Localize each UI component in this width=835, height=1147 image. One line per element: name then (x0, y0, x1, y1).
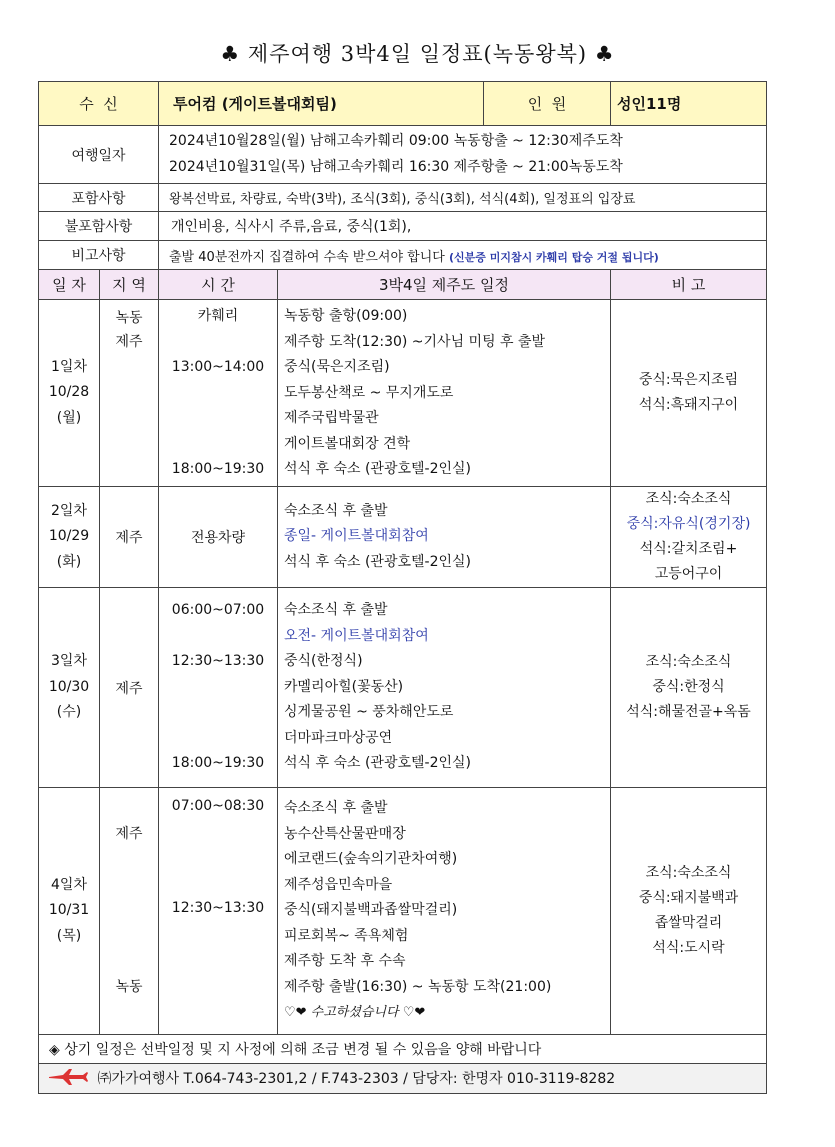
included-label: 포함사항 (39, 184, 159, 212)
schedule-item: 제주성읍민속마을 (284, 876, 393, 893)
day-row (39, 788, 767, 1035)
footer-note-row (39, 1035, 767, 1064)
note-item: 중식:돼지불백과 (638, 890, 739, 906)
schedule-item: 숙소조식 후 출발 (284, 800, 388, 817)
schedule-item: 제주항 도착(12:30) ~기사님 미팅 후 출발 (284, 333, 546, 350)
page-title: ♣ 제주여행 3박4일 일정표(녹동왕복) ♣ (220, 42, 615, 66)
schedule-item: 중식(돼지불백과좁쌀막걸리) (284, 902, 458, 919)
closing-message: ♡❤ 수고하셨습니다 ♡❤ (284, 1005, 426, 1021)
notes-cell (611, 788, 767, 1035)
day-cell (39, 788, 100, 1035)
notes-cell (611, 487, 767, 588)
included-value: 왕복선박료, 차량료, 숙박(3박), 조식(3회), 중식(3회), 석식(4회), 일정표의 입장료 (159, 184, 767, 212)
schedule-item: 석식 후 숙소 (관광호텔-2인실) (284, 553, 471, 570)
time-cell: 전용차량 (159, 487, 278, 588)
schedule-item: 더마파크마상공연 (284, 729, 393, 746)
region-cell: 제주 (100, 487, 159, 588)
travel-date-line: 2024년10월28일(월) 남해고속카훼리 09:00 녹동항출 ~ 12:30제주도착 (169, 133, 623, 149)
day-number: 1일차 (51, 358, 87, 375)
remarks-row (39, 241, 767, 270)
day-weekday: (수) (56, 704, 82, 721)
notes-cell (611, 300, 767, 487)
remarks-label: 비고사항 (39, 241, 159, 270)
region-top: 제주 (115, 825, 143, 842)
remarks-cell (159, 241, 767, 270)
note-item: 석식:도시락 (652, 940, 725, 956)
schedule-item: 도두봉산책로 ~ 무지개도로 (284, 384, 454, 401)
recipient-label: 수 신 (39, 82, 159, 126)
travel-date-row (39, 126, 767, 184)
day-row (39, 300, 767, 487)
time-entry: 12:30~13:30 (171, 900, 265, 916)
included-row (39, 184, 767, 212)
region-cell: 제주 (100, 588, 159, 788)
excluded-value: 개인비용, 식사시 주류,음료, 중식(1회), (159, 212, 767, 241)
day-weekday: (화) (56, 553, 82, 570)
schedule-item: 중식(한정식) (284, 653, 363, 670)
note-item: 중식:묵은지조림 (638, 372, 739, 388)
schedule-cell (278, 300, 611, 487)
col-day: 일 자 (39, 270, 100, 300)
time-entry: 12:30~13:30 (171, 653, 265, 670)
people-label: 인 원 (484, 82, 611, 126)
day-row (39, 487, 767, 588)
note-item: 고등어구이 (654, 566, 723, 582)
time-entry: 카훼리 (197, 308, 239, 324)
footer-note: ◈ 상기 일정은 선박일정 및 지 사정에 의해 조금 변경 될 수 있음을 양해 바랍니다 (39, 1035, 767, 1064)
day-number: 3일차 (51, 653, 87, 670)
day-date: 10/30 (48, 678, 90, 695)
remarks-note: (신분증 미지참시 카훼리 탑승 거절 됩니다) (448, 250, 659, 264)
company-info: ㈜가가여행사 T.064-743-2301,2 / F.743-2303 / 담당자: 한명자 010-3119-8282 (97, 1070, 616, 1087)
region-cell (100, 788, 159, 1035)
region-cell: 녹동 제주 (100, 300, 159, 487)
schedule-item: 에코랜드(숲속의기관차여행) (284, 851, 458, 868)
schedule-item: 석식 후 숙소 (관광호텔-2인실) (284, 461, 471, 477)
schedule-cell (278, 487, 611, 588)
day-date: 10/28 (48, 384, 90, 401)
note-item: 조식:숙소조식 (645, 654, 732, 670)
day-number: 4일차 (51, 876, 87, 893)
schedule-header-row (39, 270, 767, 300)
airplane-logo-icon (47, 1068, 89, 1090)
schedule-item: 숙소조식 후 출발 (284, 602, 388, 619)
schedule-item: 제주국립박물관 (284, 410, 379, 426)
travel-date-line: 2024년10월31일(목) 남해고속카훼리 16:30 제주항출 ~ 21:00녹동도착 (169, 158, 623, 175)
schedule-item: 오전- 게이트볼대회참여 (284, 627, 429, 644)
schedule-item: 농수산특산물판매장 (284, 825, 406, 842)
col-schedule: 3박4일 제주도 일정 (278, 270, 611, 300)
schedule-item: 게이트볼대회장 견학 (284, 435, 411, 452)
schedule-item: 녹동항 출항(09:00) (284, 308, 408, 324)
time-cell (159, 588, 278, 788)
schedule-item: 석식 후 숙소 (관광호텔-2인실) (284, 755, 471, 772)
travel-date-values (159, 126, 767, 184)
people-value: 성인11명 (611, 82, 767, 126)
note-item: 중식:한정식 (652, 679, 725, 695)
day-cell (39, 588, 100, 788)
travel-date-label: 여행일자 (39, 126, 159, 184)
time-cell (159, 300, 278, 487)
recipient-value: 투어컴 (게이트볼대회팀) (159, 82, 484, 126)
day-date: 10/31 (48, 902, 90, 919)
col-notes: 비 고 (611, 270, 767, 300)
schedule-item: 피로회복~ 족욕체험 (284, 927, 409, 944)
time-entry: 13:00~14:00 (171, 359, 265, 375)
schedule-item: 종일- 게이트볼대회참여 (284, 528, 429, 545)
note-item: 조식:숙소조식 (645, 865, 732, 881)
schedule-item: 제주항 출발(16:30) ~ 녹동항 도착(21:00) (284, 978, 552, 995)
note-item: 중식:자유식(경기장) (626, 516, 751, 532)
note-item: 석식:흑돼지구이 (638, 397, 739, 413)
schedule-item: 제주항 도착 후 수속 (284, 953, 406, 970)
day-cell (39, 300, 100, 487)
day-weekday: (월) (56, 409, 82, 426)
time-entry: 18:00~19:30 (171, 461, 265, 477)
notes-cell (611, 588, 767, 788)
region-bottom: 녹동 (115, 978, 143, 995)
day-number: 2일차 (51, 502, 87, 519)
schedule-item: 싱게물공원 ~ 풍차해안도로 (284, 704, 454, 721)
excluded-label: 불포함사항 (39, 212, 159, 241)
footer-company-cell (39, 1064, 767, 1094)
itinerary-table (38, 81, 767, 1094)
schedule-cell (278, 588, 611, 788)
time-entry: 06:00~07:00 (171, 602, 265, 619)
remarks-value: 출발 40분전까지 집결하여 수속 받으셔야 합니다 (169, 249, 445, 265)
note-item: 좁쌀막걸리 (654, 915, 723, 931)
excluded-row (39, 212, 767, 241)
col-time: 시 간 (159, 270, 278, 300)
schedule-item: 중식(묵은지조림) (284, 359, 390, 375)
note-item: 조식:숙소조식 (645, 491, 732, 507)
schedule-cell (278, 788, 611, 1035)
day-row (39, 588, 767, 788)
time-cell (159, 788, 278, 1035)
time-entry: 07:00~08:30 (171, 798, 265, 814)
note-item: 석식:갈치조림+ (639, 541, 738, 557)
day-date: 10/29 (48, 528, 90, 545)
day-weekday: (목) (56, 927, 82, 944)
schedule-item: 카멜리아힐(꽃동산) (284, 678, 404, 695)
day-cell (39, 487, 100, 588)
footer-company-row (39, 1064, 767, 1094)
time-entry: 18:00~19:30 (171, 755, 265, 772)
col-region: 지 역 (100, 270, 159, 300)
note-item: 석식:해물전골+옥돔 (626, 704, 751, 720)
schedule-item: 숙소조식 후 출발 (284, 502, 388, 519)
recipient-row (39, 82, 767, 126)
